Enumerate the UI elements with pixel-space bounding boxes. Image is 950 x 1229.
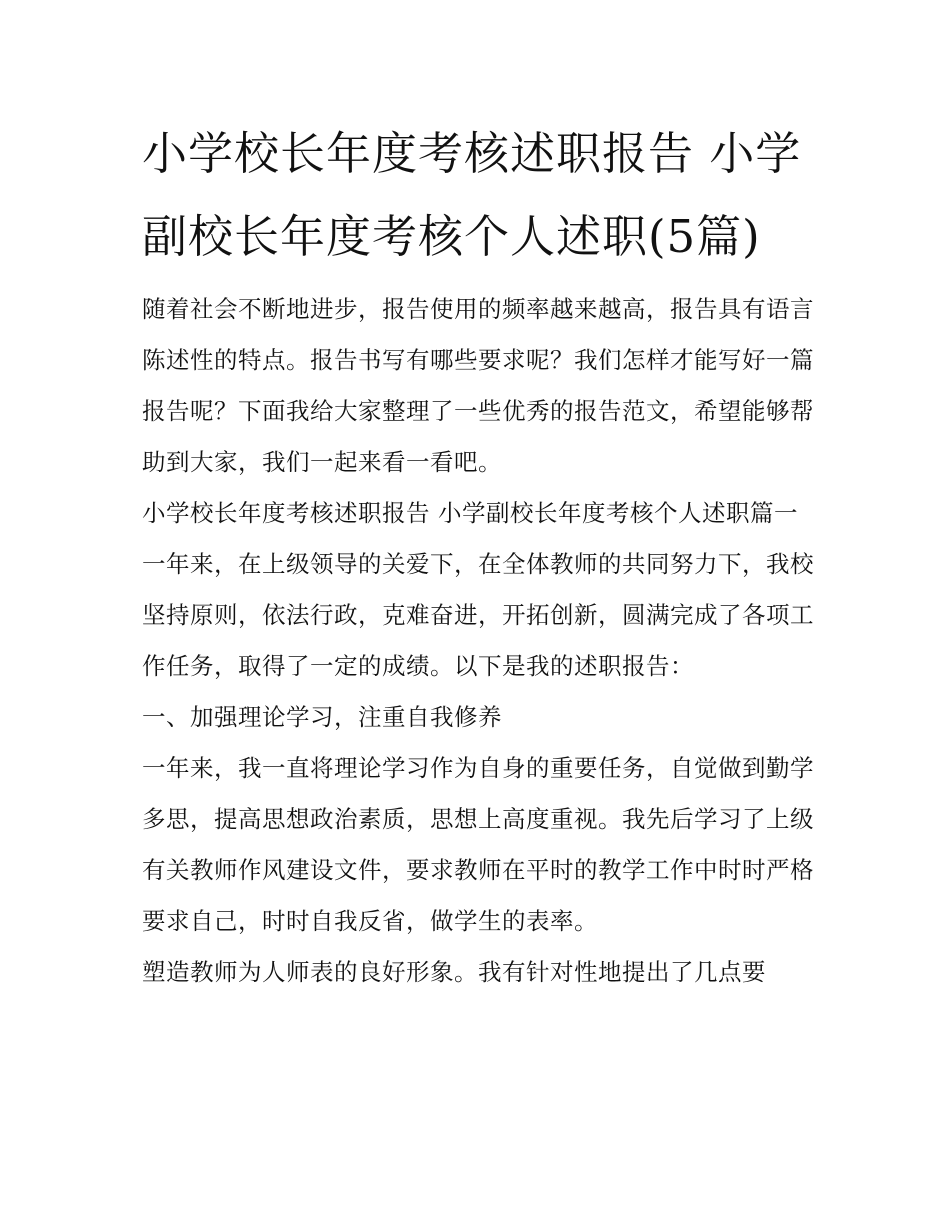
- section-title: 小学校长年度考核述职报告 小学副校长年度考核个人述职篇一: [142, 499, 798, 527]
- heading-1: 一、加强理论学习，注重自我修养: [142, 703, 502, 731]
- paragraph-3: 塑造教师为人师表的良好形象。我有针对性地提出了几点要: [142, 958, 766, 986]
- document-title: 小学校长年度考核述职报告 小学副校长年度考核个人述职(5篇): [142, 127, 802, 263]
- paragraph-1: 一年来，在上级领导的关爱下，在全体教师的共同努力下，我校坚持原则，依法行政，克难奋进，开拓创新，圆满完成了各项工作任务，取得了一定的成绩。以下是我的述职报告：: [142, 550, 814, 680]
- intro-paragraph: 随着社会不断地进步，报告使用的频率越来越高，报告具有语言陈述性的特点。报告书写有哪些要求呢？我们怎样才能写好一篇报告呢？下面我给大家整理了一些优秀的报告范文，希望能够帮助到大家，我们一起来看一看吧。: [142, 295, 814, 476]
- paragraph-2: 一年来，我一直将理论学习作为自身的重要任务，自觉做到勤学多思，提高思想政治素质，思想上高度重视。我先后学习了上级有关教师作风建设文件，要求教师在平时的教学工作中时时严格要求自己，时时自我反省，做学生的表率。: [142, 754, 814, 935]
- document-page: [142, 112, 814, 998]
